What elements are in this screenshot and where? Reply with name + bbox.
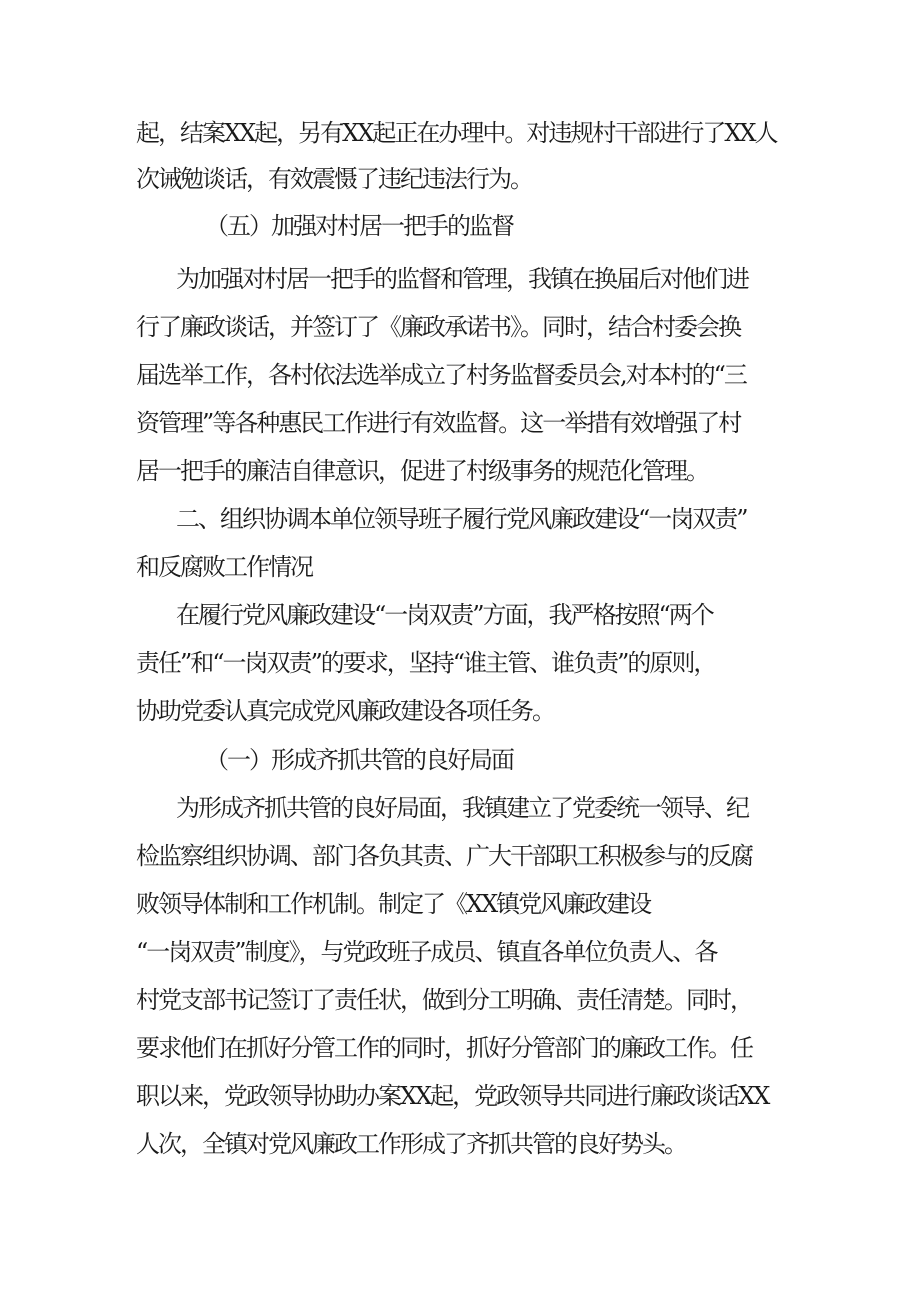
text-line: 人次，全镇对党风廉政工作形成了齐抓共管的良好势头。: [136, 1130, 686, 1158]
text-line: “一岗双责”制度》，与党政班子成员、镇直各单位负责人、各: [136, 938, 717, 966]
text-line: 次诫勉谈话，有效震慑了违纪违法行为。: [136, 165, 532, 193]
section-heading: 和反腐败工作情况: [136, 553, 312, 581]
text-line: 在履行党风廉政建设“一岗双责”方面，我严格按照“两个: [176, 601, 713, 629]
text-line: 届选举工作，各村依法选举成立了村务监督委员会,对本村的“三: [136, 361, 746, 389]
section-heading: 二、组织协调本单位领导班子履行党风廉政建设“一岗双责”: [176, 505, 747, 533]
section-heading: （一）形成齐抓共管的良好局面: [205, 746, 513, 774]
text-line: 资管理”等各种惠民工作进行有效监督。这一举措有效增强了村: [136, 409, 741, 437]
text-line: 行了廉政谈话，并签订了《廉政承诺书》。同时，结合村委会换: [136, 313, 740, 341]
text-line: 职以来，党政领导协助办案XX起，党政领导共同进行廉政谈话XX: [136, 1082, 769, 1110]
text-line: 要求他们在抓好分管工作的同时，抓好分管部门的廉政工作。任: [136, 1034, 752, 1062]
text-line: 村党支部书记签订了责任状，做到分工明确、责任清楚。同时，: [136, 986, 752, 1014]
text-line: 为加强对村居一把手的监督和管理，我镇在换届后对他们进: [176, 265, 748, 293]
text-line: 协助党委认真完成党风廉政建设各项任务。: [136, 697, 554, 725]
section-heading: （五）加强对村居一把手的监督: [205, 212, 513, 240]
text-line: 检监察组织协调、部门各负其责、广大干部职工积极参与的反腐: [136, 842, 752, 870]
text-line: 责任”和“一岗双责”的要求，坚持“谁主管、谁负责”的原则，: [136, 649, 716, 677]
text-line: 为形成齐抓共管的良好局面，我镇建立了党委统一领导、纪: [176, 794, 748, 822]
text-line: 居一把手的廉洁自律意识，促进了村级事务的规范化管理。: [136, 457, 708, 485]
text-line: 起，结案XX起，另有XX起正在办理中。对违规村干部进行了XX人: [136, 119, 777, 147]
text-line: 败领导体制和工作机制。制定了《XX镇党风廉政建设: [136, 890, 651, 918]
